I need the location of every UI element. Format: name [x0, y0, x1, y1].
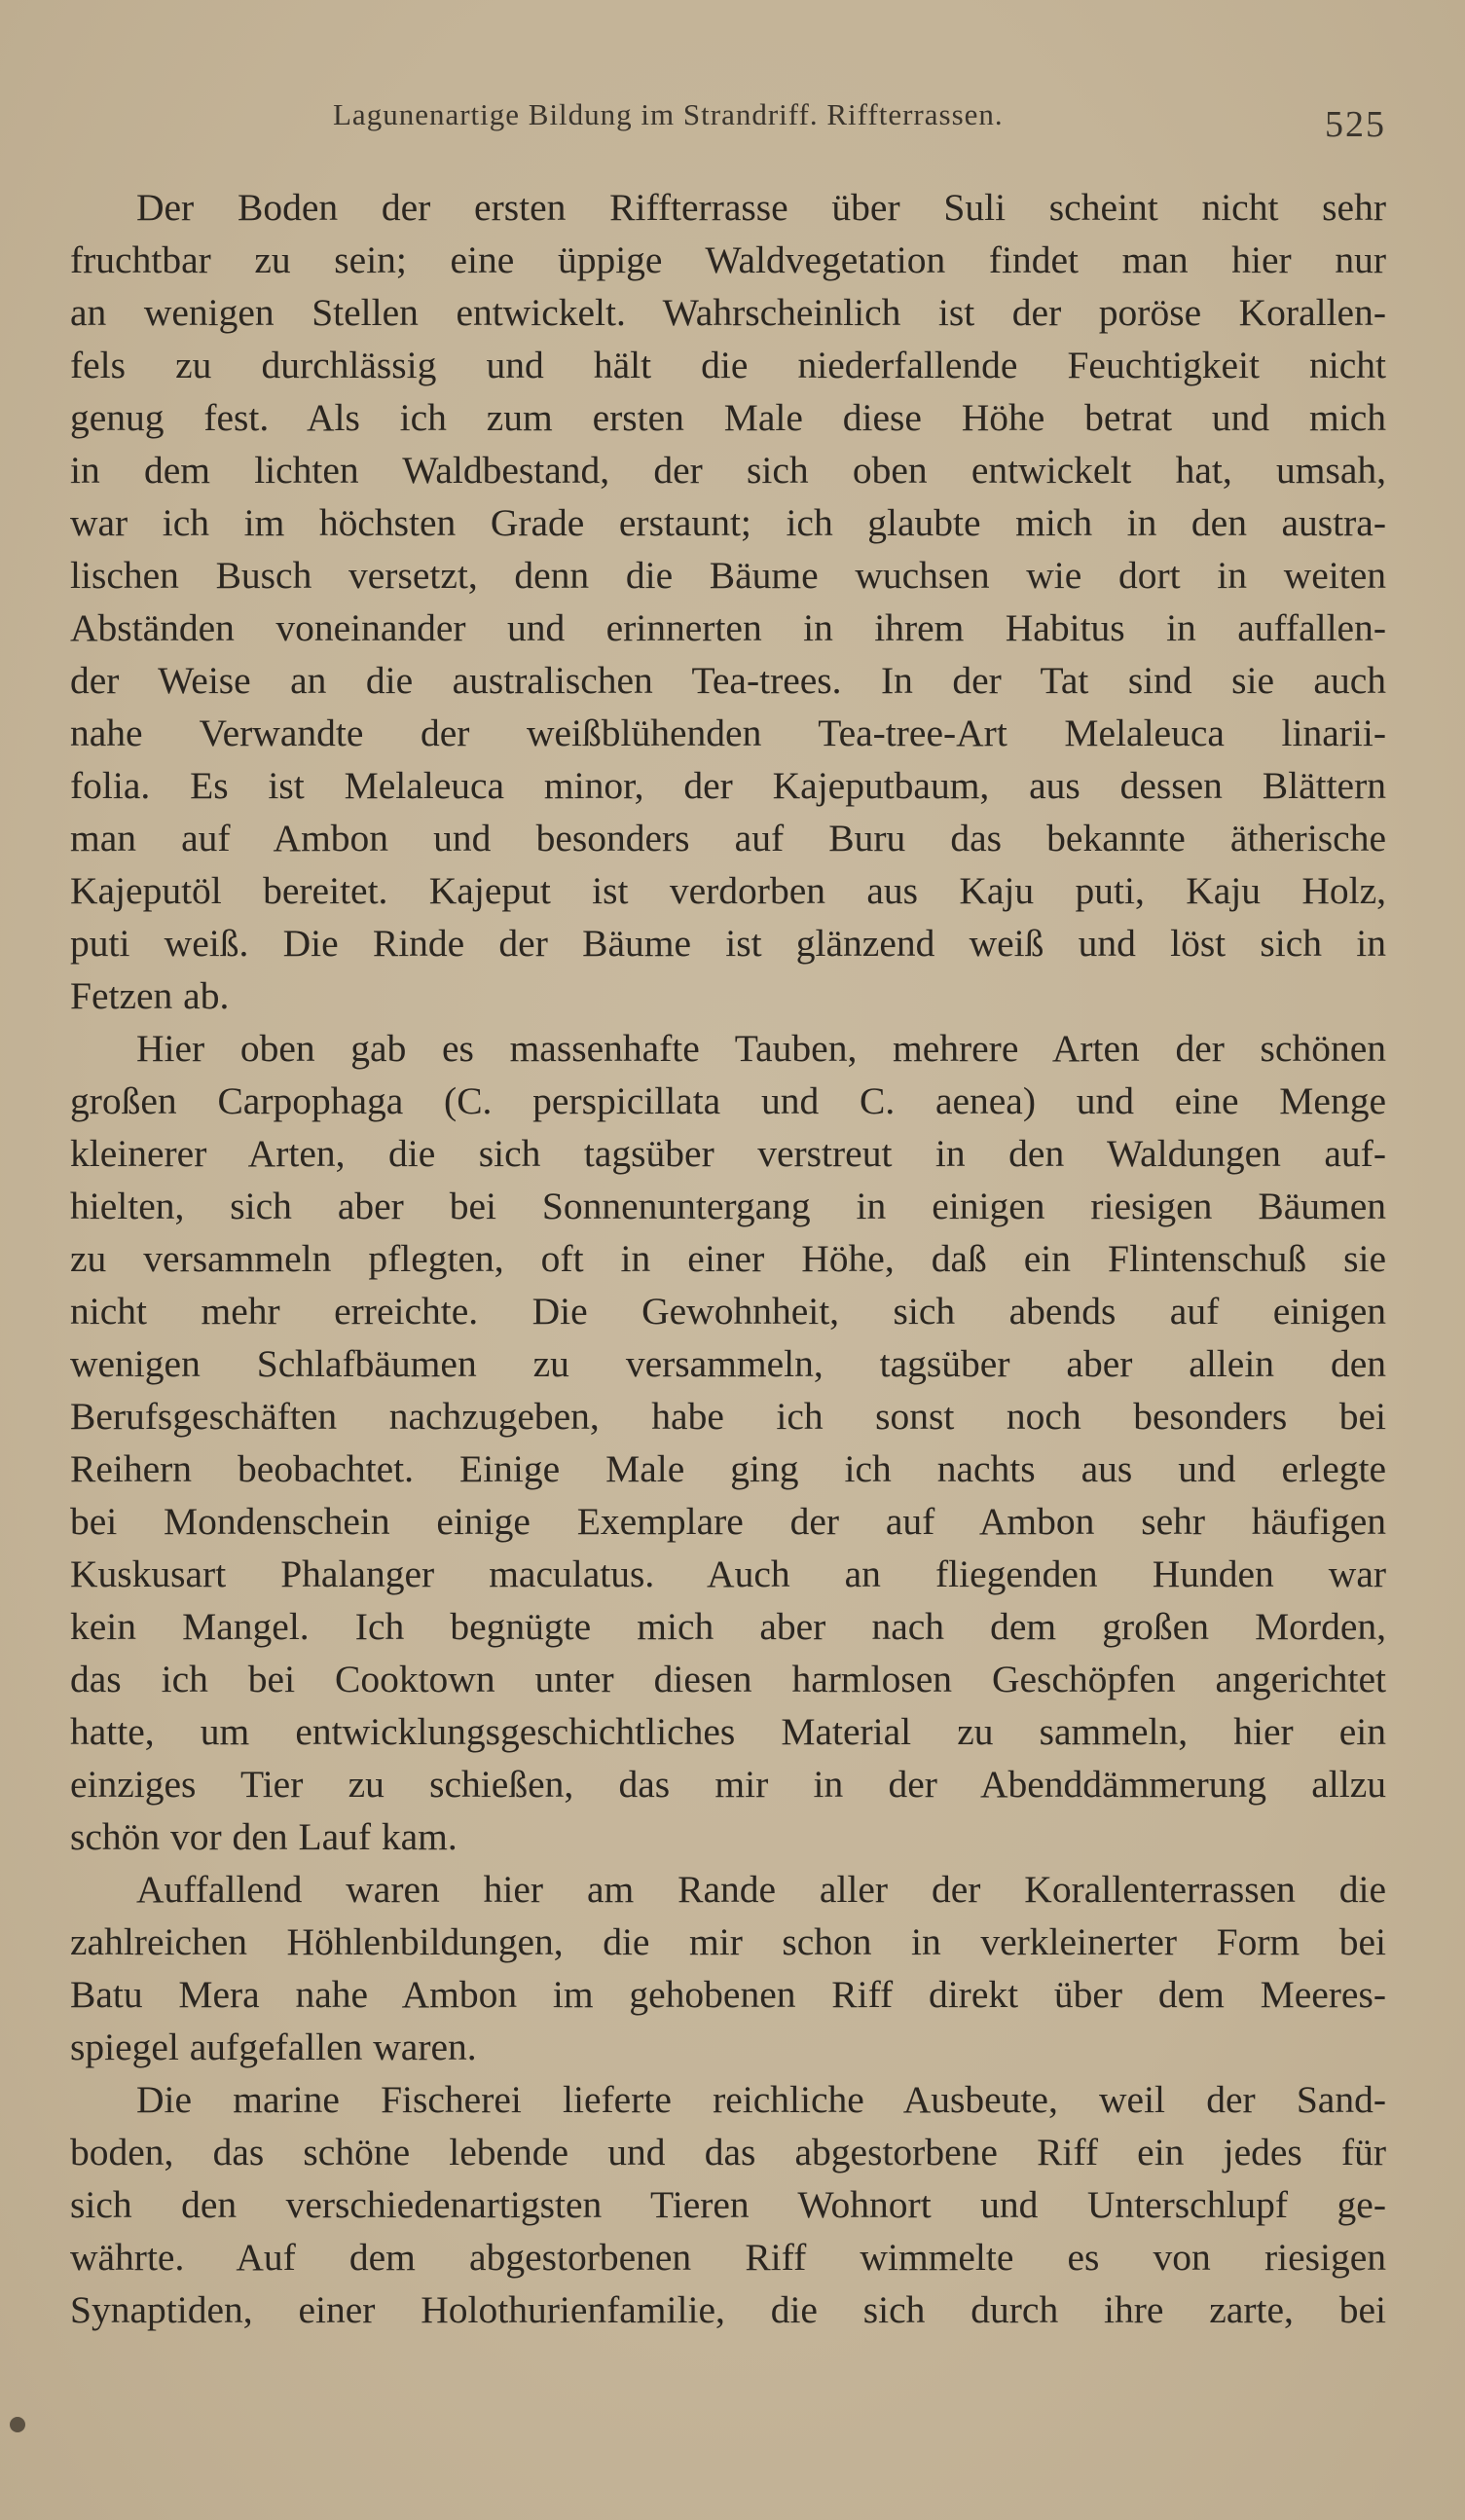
text-line: wenigen Schlafbäumen zu versammeln, tagsüber aber allein den [70, 1342, 1386, 1385]
text-line: fruchtbar zu sein; eine üppige Waldvegetation findet man hier nur [70, 238, 1386, 281]
text-line: währte. Auf dem abgestorbenen Riff wimmelte es von riesigen [70, 2236, 1386, 2279]
paragraph-3 [70, 1863, 1386, 2073]
text-line: kein Mangel. Ich begnügte mich aber nach dem großen Morden, [70, 1605, 1386, 1648]
text-line: bei Mondenschein einige Exemplare der auf Ambon sehr häufigen [70, 1500, 1386, 1543]
text-line: nicht mehr erreichte. Die Gewohnheit, sich abends auf einigen [70, 1290, 1386, 1333]
text-line: boden, das schöne lebende und das abgestorbene Riff ein jedes für [70, 2131, 1386, 2173]
text-line: Kuskusart Phalanger maculatus. Auch an fliegenden Hunden war [70, 1552, 1386, 1595]
text-line: großen Carpophaga (C. perspicillata und C. aenea) und eine Menge [70, 1079, 1386, 1122]
text-line: einziges Tier zu schießen, das mir in der Abenddämmerung allzu [70, 1763, 1386, 1806]
text-line: sich den verschiedenartigsten Tieren Wohnort und Unterschlupf ge- [70, 2183, 1386, 2226]
text-line: zahlreichen Höhlenbildungen, die mir schon in verkleinerter Form bei [70, 1920, 1386, 1963]
page-number: 525 [1325, 104, 1386, 145]
text-line: nahe Verwandte der weißblühenden Tea-tree-Art Melaleuca linarii- [70, 712, 1386, 754]
text-line: Abständen voneinander und erinnerten in ihrem Habitus in auffallen- [70, 606, 1386, 649]
text-line: lischen Busch versetzt, denn die Bäume wuchsen wie dort in weiten [70, 554, 1386, 597]
text-line: hielten, sich aber bei Sonnenuntergang in einigen riesigen Bäumen [70, 1185, 1386, 1227]
text-line: man auf Ambon und besonders auf Buru das bekannte ätherische [70, 817, 1386, 859]
running-head [70, 97, 1386, 156]
text-line: puti weiß. Die Rinde der Bäume ist glänzend weiß und löst sich in [70, 922, 1386, 965]
text-line: an wenigen Stellen entwickelt. Wahrscheinlich ist der poröse Korallen- [70, 291, 1386, 334]
paragraph-2 [70, 1022, 1386, 1863]
text-line: war ich im höchsten Grade erstaunt; ich glaubte mich in den austra- [70, 501, 1386, 544]
text-line: Der Boden der ersten Riffterrasse über Suli scheint nicht sehr [136, 186, 1386, 229]
text-line: folia. Es ist Melaleuca minor, der Kajeputbaum, aus dessen Blättern [70, 764, 1386, 807]
text-line: Kajeputöl bereitet. Kajeput ist verdorben aus Kaju puti, Kaju Holz, [70, 869, 1386, 912]
paragraph-4 [70, 2073, 1386, 2336]
text-line: Auffallend waren hier am Rande aller der Korallenterrassen die [136, 1868, 1386, 1911]
body-text [70, 181, 1386, 2336]
ink-speck [10, 2417, 25, 2432]
text-line: zu versammeln pflegten, oft in einer Höhe, daß ein Flintenschuß sie [70, 1237, 1386, 1280]
text-line: genug fest. Als ich zum ersten Male diese Höhe betrat und mich [70, 396, 1386, 439]
text-line: Berufsgeschäften nachzugeben, habe ich sonst noch besonders bei [70, 1395, 1386, 1438]
text-line: Batu Mera nahe Ambon im gehobenen Riff direkt über dem Meeres- [70, 1973, 1386, 2016]
running-head-title: Lagunenartige Bildung im Strandriff. Riffterrassen. [333, 97, 1004, 131]
text-line: Fetzen ab. [70, 974, 230, 1017]
text-line: Die marine Fischerei lieferte reichliche Ausbeute, weil der Sand- [136, 2078, 1386, 2121]
text-line: der Weise an die australischen Tea-trees. In der Tat sind sie auch [70, 659, 1386, 702]
text-line: fels zu durchlässig und hält die niederfallende Feuchtigkeit nicht [70, 344, 1386, 386]
text-line: hatte, um entwicklungsgeschichtliches Material zu sammeln, hier ein [70, 1710, 1386, 1753]
text-line: Reihern beobachtet. Einige Male ging ich nachts aus und erlegte [70, 1447, 1386, 1490]
text-line: Synaptiden, einer Holothurienfamilie, die sich durch ihre zarte, bei [70, 2288, 1386, 2331]
text-line: spiegel aufgefallen waren. [70, 2026, 477, 2068]
text-line: Hier oben gab es massenhafte Tauben, mehrere Arten der schönen [136, 1027, 1386, 1070]
text-line: schön vor den Lauf kam. [70, 1815, 458, 1858]
text-line: das ich bei Cooktown unter diesen harmlosen Geschöpfen angerichtet [70, 1658, 1386, 1700]
text-line: in dem lichten Waldbestand, der sich oben entwickelt hat, umsah, [70, 449, 1386, 492]
text-line: kleinerer Arten, die sich tagsüber verstreut in den Waldungen auf- [70, 1132, 1386, 1175]
paragraph-1 [70, 181, 1386, 1022]
